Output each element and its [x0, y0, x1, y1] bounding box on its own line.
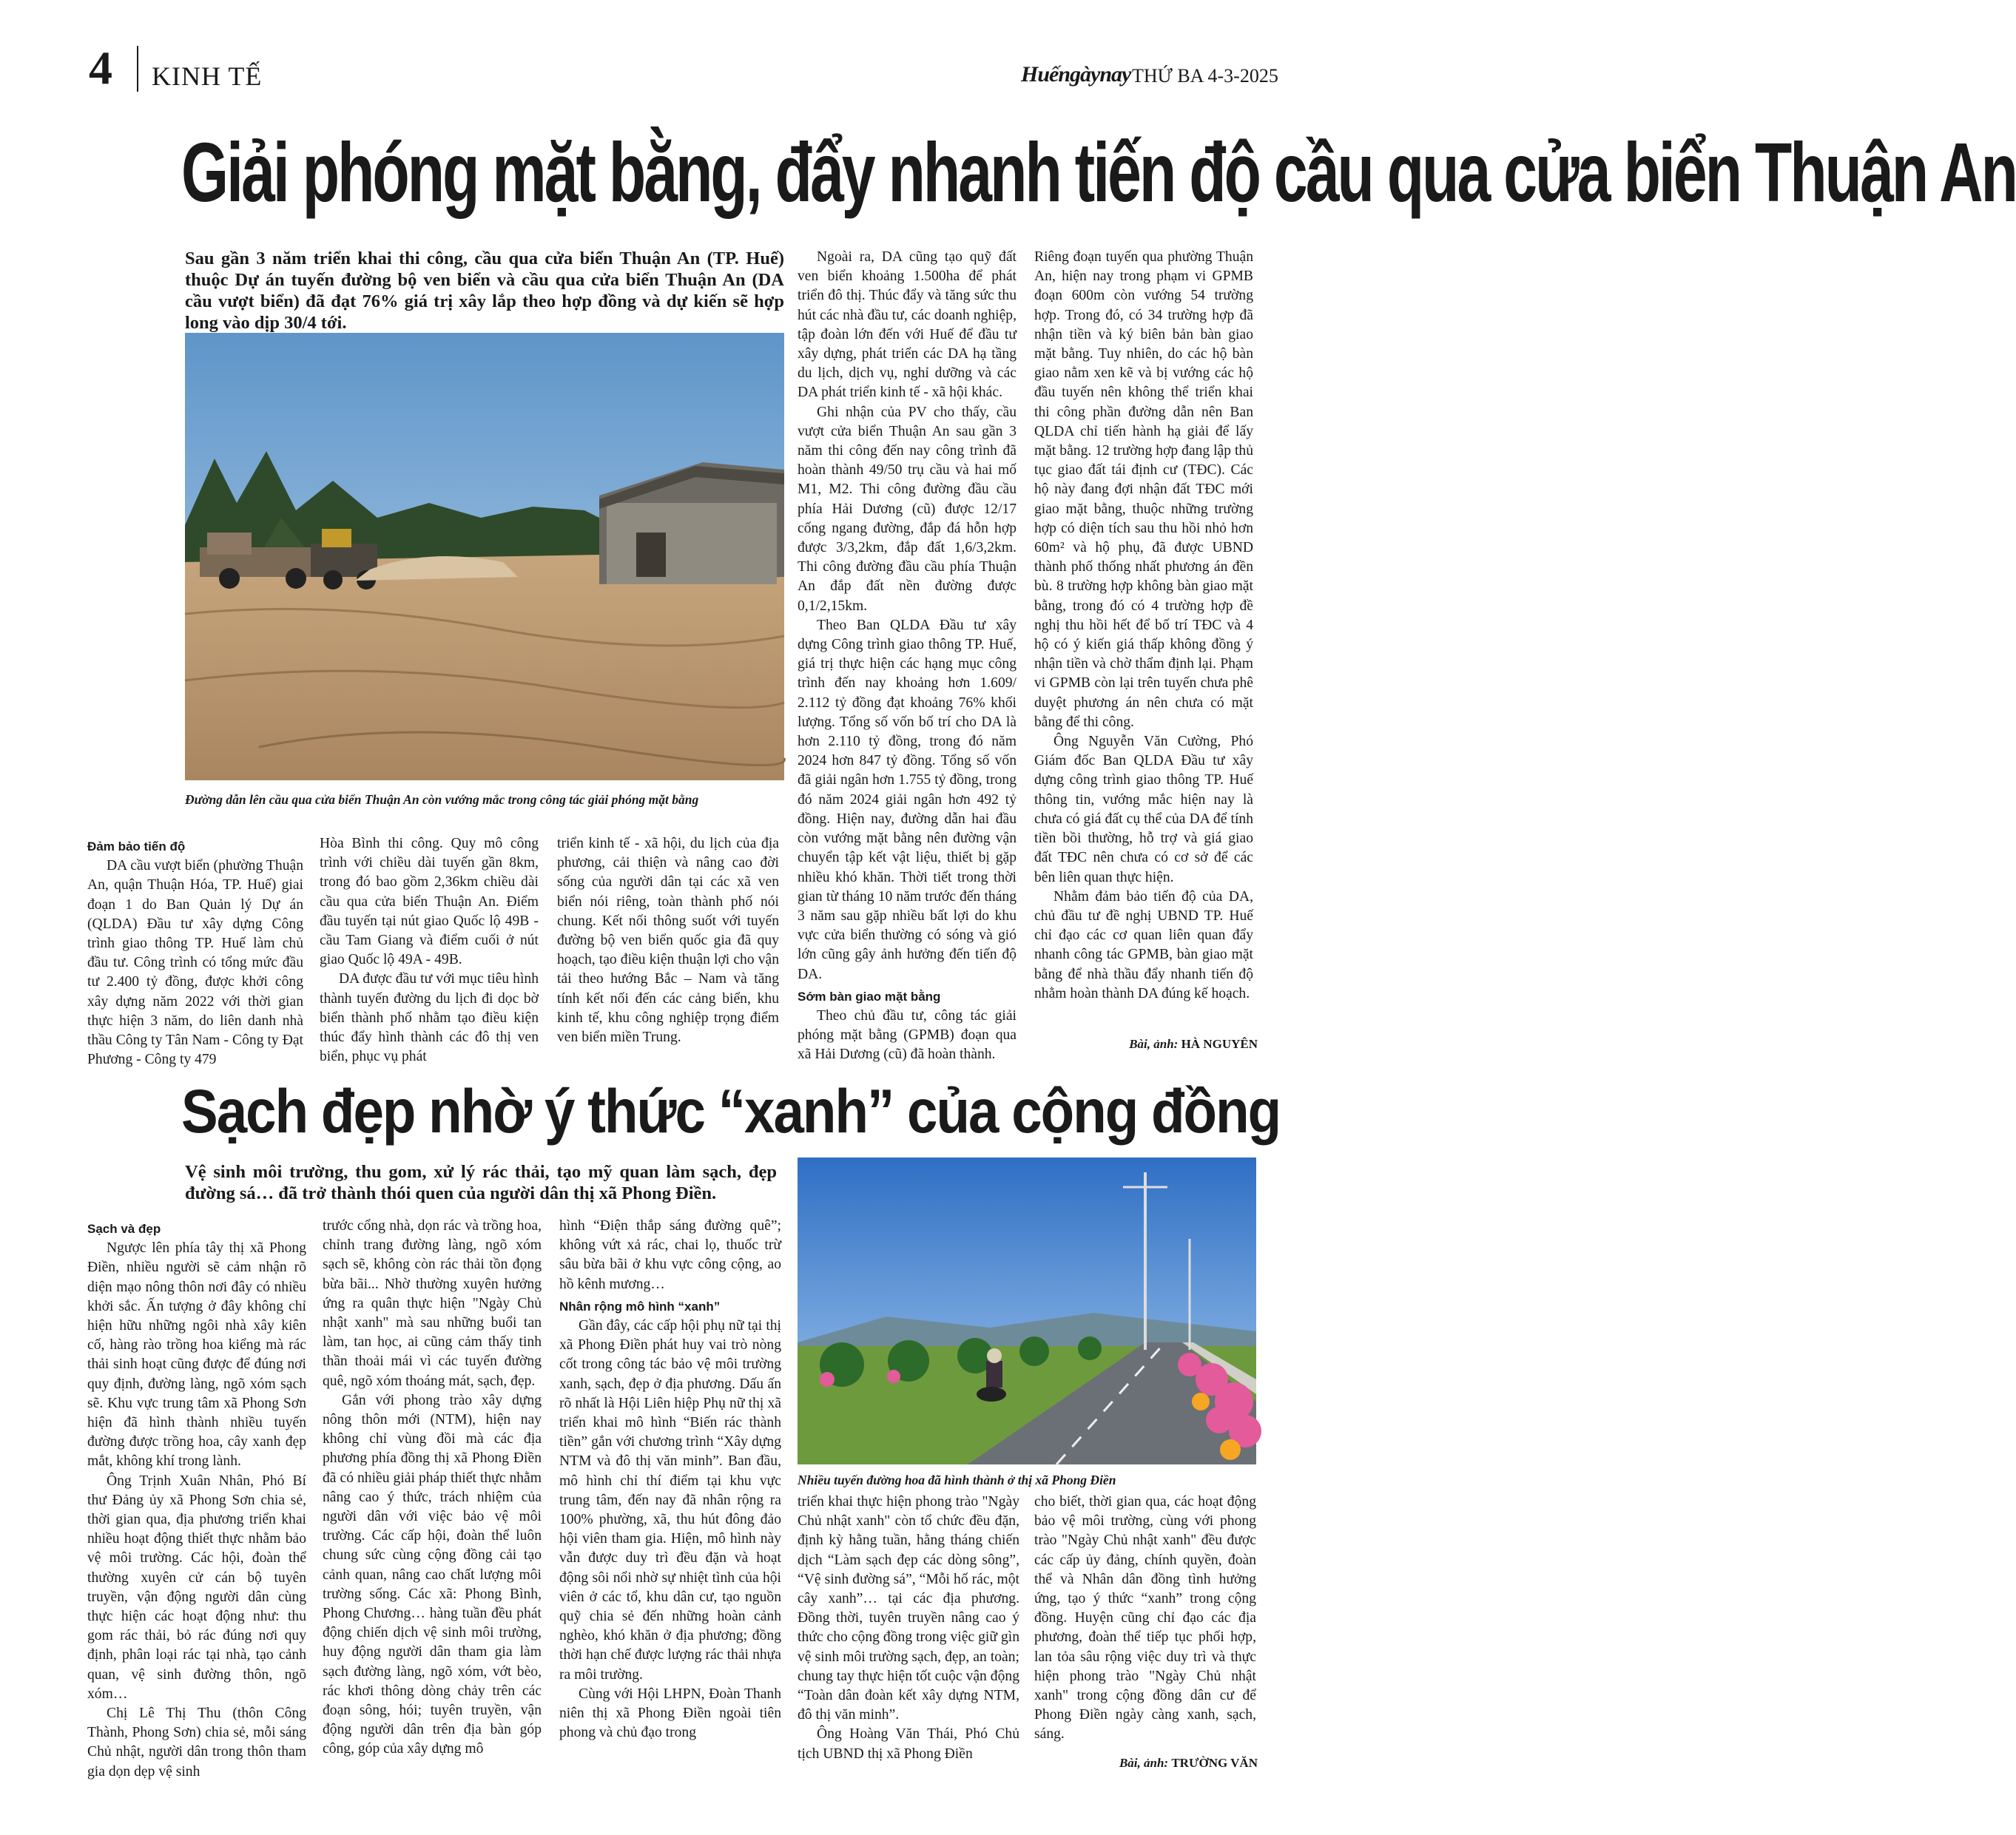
article2-column-5	[1034, 1493, 1256, 1745]
article2-column-2	[323, 1217, 542, 1760]
paragraph: DA cầu vượt biển (phường Thuận An, quận Thuận Hóa, TP. Huế) giai đoạn 1 do Ban Quản lý Dự án (QLDA) Đầu tư xây dựng Công trình giao thông TP. Huế làm chủ đầu tư. Công trình có tổng mức đầu tư 2.400 tỷ đồng, được khởi công xây dựng năm 2022 với thời gian thực hiện 3 năm, do liên danh nhà thầu Công ty Tân Nam - Công ty Đạt Phương - Công ty 479	[87, 858, 303, 1068]
article1-photo-caption: Đường dẫn lên cầu qua cửa biển Thuận An còn vướng mắc trong công tác giải phóng mặt bằng	[185, 792, 699, 807]
page-number: 4	[89, 41, 112, 94]
subhead-nhan-rong: Nhân rộng mô hình “xanh”	[559, 1299, 721, 1314]
paragraph: Ghi nhận của PV cho thấy, cầu vượt cửa biển Thuận An sau gần 3 năm thi công đến nay công trình đã hoàn thành 49/50 trụ cầu và hai mố M1, M2. Thi công đường đầu cầu phía Hải Dương (cũ) được 12/17 cống ngang đường, đắp đá hỗn hợp được 3/3,2km, đắp đất 1,6/3,2km. Thi công đường đầu cầu phía Thuận An đắp đất nền đường được 0,1/2,15km.	[798, 404, 1017, 614]
paragraph: Chị Lê Thị Thu (thôn Công Thành, Phong Sơn) chia sẻ, mỗi sáng Chủ nhật, người dân trong thôn tham gia dọn dẹp vệ sinh	[87, 1706, 306, 1780]
paragraph: Nhằm đảm bảo tiến độ của DA, chủ đầu tư đề nghị UBND TP. Huế chỉ đạo các cơ quan liên quan đẩy nhanh công tác GPMB, bàn giao mặt bằng để nhà thầu đẩy nhanh tiến độ nhằm hoàn thành DA đúng kế hoạch.	[1034, 888, 1253, 1001]
paragraph: Hòa Bình thi công. Quy mô công trình với chiều dài tuyến gần 8km, trong đó bao gồm 2,36km chiều dài cầu qua cửa biển Thuận An. Điểm đầu tuyến tại nút giao Quốc lộ 49B - cầu Tam Giang và điểm cuối ở nút giao Quốc lộ 49A - 49B.	[320, 836, 539, 968]
masthead-logo: Huếngàynay	[1021, 62, 1131, 87]
paragraph: DA được đầu tư với mục tiêu hình thành tuyến đường du lịch đi dọc bờ biển thành phố nhằm tạo điều kiện thúc đẩy hình thành các đô thị ven biển, phục vụ phát	[320, 971, 539, 1065]
subhead-sach-va-dep: Sạch và đẹp	[87, 1222, 161, 1236]
paragraph: hình “Điện thắp sáng đường quê”; không vứt xả rác, chai lọ, thuốc trừ sâu bừa bãi ở khu vực công cộng, ao hồ kênh mương…	[559, 1218, 781, 1292]
paragraph: cho biết, thời gian qua, các hoạt động bảo vệ môi trường, cùng với phong trào "Ngày Chủ nhật xanh" đều được các cấp ủy đảng, chính quyền, đoàn thể và Nhân dân đồng tình hưởng ứng, tạo ý thức “xanh” trong cộng đồng. Huyện cũng chỉ đạo các địa phương, đoàn thể tiếp tục phối hợp, lan tỏa sâu rộng việc duy trì và thực hiện phong trào "Ngày Chủ nhật xanh" trong cộng đồng dân cư để Phong Điền ngày càng xanh, sạch, sáng.	[1034, 1494, 1256, 1743]
paragraph: Gần đây, các cấp hội phụ nữ tại thị xã Phong Điền phát huy vai trò nòng cốt trong công tác bảo vệ môi trường xanh, sạch, đẹp ở địa phương. Dấu ấn rõ nhất là Hội Liên hiệp Phụ nữ thị xã triển khai mô hình “Biến rác thành tiền” gắn với chương trình “Xây dựng NTM và đô thị văn minh”. Ban đầu, mô hình chỉ thí điểm tại khu vực trung tâm, đến nay đã nhân rộng ra 100% phường, xã, thu hút đông đảo hội viên tham gia. Hiện, mô hình này vẫn được duy trì đều đặn và hoạt động sôi nổi nhờ sự nhiệt tình của hội viên ở các tổ, khu dân cư, tạo nguồn quỹ chia sẻ đến những hoàn cảnh nghèo, khó khăn ở địa phương; đồng thời hạn chế được lượng rác thải nhựa ra môi trường.	[559, 1318, 781, 1683]
paragraph: triển kinh tế - xã hội, du lịch của địa phương, cải thiện và nâng cao đời sống của người dân tại các xã ven biển nói riêng, toàn thành phố nói chung. Kết nối thông suốt với tuyến đường bộ ven biển quốc gia đã quy hoạch, tạo điều kiện thuận lợi cho vận tải theo hướng Bắc – Nam và tăng tính kết nối đến các cảng biển, khu kinh tế, khu công nghiệp trọng điểm ven biển miền Trung.	[557, 836, 779, 1046]
paragraph: Ngoài ra, DA cũng tạo quỹ đất ven biển khoảng 1.500ha để phát triển đô thị. Thúc đẩy và tăng sức thu hút các nhà đầu tư, các doanh nghiệp, tập đoàn lớn đến với Huế để đầu tư xây dựng, phát triển các DA hạ tầng du lịch, dịch vụ, nghỉ dưỡng và các DA phát triển kinh tế - xã hội khác.	[798, 249, 1017, 401]
paragraph: Theo Ban QLDA Đầu tư xây dựng Công trình giao thông TP. Huế, giá trị thực hiện các hạng mục công trình đến nay khoảng hơn 1.609/ 2.112 tỷ đồng đạt khoảng 76% khối lượng. Tổng số vốn bố trí cho DA là hơn 2.110 tỷ đồng, trong đó năm 2024 hơn 847 tỷ đồng. Tổng số vốn đã giải ngân hơn 1.755 tỷ đồng, trong đó năm 2024 giải ngân hơn 492 tỷ đồng. Hiện nay, đường dẫn hai đầu còn vướng mặt bằng nên đường vận chuyển tập kết vật liệu, thiết bị gặp nhiều khó khăn. Thời tiết trong thời gian từ tháng 10 năm trước đến tháng 3 năm sau gặp nhiều bất lợi do khu vực cửa biển thường có sóng và gió lớn cũng gây ảnh hưởng đến tiến độ DA.	[798, 617, 1017, 982]
article2-column-1	[87, 1217, 306, 1782]
section-title: KINH TẾ	[152, 61, 263, 91]
issue-date: THỨ BA 4-3-2025	[1132, 65, 1278, 87]
byline-label: Bài, ảnh:	[1129, 1037, 1179, 1051]
article2-byline	[1073, 1756, 1258, 1771]
article1-column-5	[1034, 248, 1253, 1004]
paragraph: Ông Trịnh Xuân Nhân, Phó Bí thư Đảng ủy xã Phong Sơn chia sẻ, thời gian qua, địa phương triển khai nhiều hoạt động thiết thực nhằm bảo vệ môi trường. Các hội, đoàn thể thường xuyên cử cán bộ tuyên truyền, vận động người dân cùng thực hiện các hoạt động như: thu gom rác thải, bỏ rác đúng nơi quy định, phân loại rác tại nhà, tạo cảnh quan, vệ sinh đường thôn, ngõ xóm…	[87, 1473, 306, 1702]
paragraph: Gắn với phong trào xây dựng nông thôn mới (NTM), hiện nay không chỉ vùng đồi mà các địa phương phía đồng thị xã Phong Điền đã có nhiều giải pháp thiết thực nhằm nâng cao ý thức, trách nhiệm của người dân với việc bảo vệ môi trường. Các cấp hội, đoàn thể luôn chung sức cùng cộng đồng cải tạo cảnh quan, nâng cao chất lượng môi trường sống. Các xã: Phong Bình, Phong Chương… hàng tuần đều phát động chiến dịch vệ sinh môi trường, huy động người dân tham gia làm sạch đường làng, ngõ xóm, vớt bèo, rác khơi thông dòng chảy trên các đoạn sông, hói; tuyên truyền, vận động người dân trên địa bàn góp công, góp của xây dựng mô	[323, 1392, 542, 1757]
article1-byline	[1102, 1037, 1258, 1052]
article2-lead: Vệ sinh môi trường, thu gom, xử lý rác thải, tạo mỹ quan làm sạch, đẹp đường sá… đã trở thành thói quen của người dân thị xã Phong Điền.	[185, 1162, 777, 1203]
article1-lead: Sau gần 3 năm triển khai thi công, cầu qua cửa biển Thuận An (TP. Huế) thuộc Dự án tuyến đường bộ ven biển và cầu qua cửa biển Thuận An (DA cầu vượt biển) đã đạt 76% giá trị xây lắp theo hợp đồng và dự kiến sẽ hợp long vào dịp 30/4 tới.	[185, 249, 784, 333]
header-divider	[137, 46, 138, 92]
paragraph: Cùng với Hội LHPN, Đoàn Thanh niên thị xã Phong Điền ngoài tiên phong và chủ đạo trong	[559, 1686, 781, 1741]
article2-headline: Sạch đẹp nhờ ý thức “xanh” của cộng đồng	[181, 1077, 1281, 1146]
paragraph: Theo chủ đầu tư, công tác giải phóng mặt bằng (GPMB) đoạn qua xã Hải Dương (cũ) đã hoàn thành.	[798, 1007, 1017, 1063]
article1-column-3	[557, 834, 779, 1047]
subhead-som-ban-giao: Sớm bàn giao mặt bằng	[798, 989, 941, 1004]
paragraph: Ngược lên phía tây thị xã Phong Điền, nhiều người sẽ cảm nhận rõ diện mạo nông thôn nơi đây có nhiều khởi sắc. Ấn tượng ở đây không chỉ hiện hữu những ngôi nhà xây kiên cố, hàng rào trồng hoa kiểng mà rác thải sinh hoạt cũng được để đúng nơi quy định, đường làng, ngõ xóm sạch sẽ. Khu vực trung tâm xã Phong Sơn hiện đã hình thành nhiều tuyến đường được trồng hoa, cây xanh đẹp mắt, không khí trong lành.	[87, 1240, 306, 1470]
paragraph: trước cổng nhà, dọn rác và trồng hoa, chỉnh trang đường làng, ngõ xóm sạch sẽ, không còn rác thải tồn đọng bừa bãi... Nhờ thường xuyên hưởng ứng ra quân thực hiện "Ngày Chủ nhật xanh" mà sau những buổi tan làm, tan học, ai cũng cảm thấy tinh thần thoải mái vì các tuyến đường quê, ngõ xóm thoáng mát, sạch, đẹp.	[323, 1218, 542, 1389]
byline-author: HÀ NGUYÊN	[1181, 1037, 1258, 1051]
construction-site-image	[185, 333, 784, 780]
paragraph: Ông Nguyễn Văn Cường, Phó Giám đốc Ban QLDA Đầu tư xây dựng công trình giao thông TP. Huế thông tin, vướng mắc hiện nay là chưa có giá đất cụ thể của DA để tính tiền bồi thường, hỗ trợ và giá giao đất TĐC nên chưa có cơ sở để các bên liên quan thực hiện.	[1034, 734, 1253, 885]
article2-photo-caption: Nhiều tuyến đường hoa đã hình thành ở thị xã Phong Điền	[798, 1473, 1116, 1487]
article1-column-1	[87, 834, 303, 1069]
byline-label: Bài, ảnh:	[1119, 1756, 1169, 1770]
paragraph: Riêng đoạn tuyến qua phường Thuận An, hiện nay trong phạm vi GPMB đoạn 600m còn vướng 54 trường hợp. Trong đó, có 34 trường hợp đã nhận tiền và ký biên bản bàn giao mặt bằng. Tuy nhiên, do các hộ bàn giao nằm xen kẽ và bị vướng các hộ đầu tuyến nên không thể triển khai thi công phần đường dẫn nên Ban QLDA chỉ tiến hành hạ giải để lấy mặt bằng. 12 trường hợp đang lập thủ tục giao đất tái định cư (TĐC). Các hộ này đang đợi nhận đất TĐC mới giao mặt bằng, thuộc những trường hợp có diện tích sau thu hồi nhỏ hơn 60m² và hộ phụ, đã được UBND thành phố thống nhất phương án đền bù. 8 trường hợp không bàn giao mặt bằng, trong đó có 4 trường hợp đề nghị thu hồi hết để bố trí TĐC và 4 hộ có ý kiến giá thấp không đồng ý nhận tiền và chờ thẩm định lại. Phạm vi GPMB còn lại trên tuyến chưa phê duyệt phương án nên chưa có mặt bằng để thi công.	[1034, 249, 1253, 730]
article1-photo	[185, 333, 784, 780]
byline-author: TRƯỜNG VĂN	[1171, 1756, 1258, 1770]
paragraph: Ông Hoàng Văn Thái, Phó Chủ tịch UBND thị xã Phong Điền	[798, 1726, 1019, 1762]
subhead-dam-bao-tien-do: Đảm bảo tiến độ	[87, 839, 186, 854]
article1-column-2	[320, 834, 539, 1067]
paragraph: triển khai thực hiện phong trào "Ngày Chủ nhật xanh" còn tổ chức đều đặn, định kỳ hằng tuần, hằng tháng chiến dịch “Làm sạch đẹp các dòng sông”, “Vệ sinh đường sá”, “Mỗi hố rác, một cây xanh”… tại các địa phương. Đồng thời, tuyên truyền nâng cao ý thức cho cộng đồng trong việc giữ gìn vệ sinh môi trường sạch, đẹp, an toàn; chung tay thực hiện tốt cuộc vận động “Toàn dân đoàn kết xây dựng NTM, đô thị văn minh”.	[798, 1494, 1019, 1723]
article2-photo	[798, 1158, 1256, 1464]
flower-road-image	[798, 1158, 1256, 1464]
article2-column-4	[798, 1493, 1019, 1764]
article1-column-4	[798, 248, 1017, 1065]
article1-headline: Giải phóng mặt bằng, đẩy nhanh tiến độ cầu qua cửa biển Thuận An	[181, 125, 2016, 220]
article2-column-3	[559, 1217, 781, 1743]
